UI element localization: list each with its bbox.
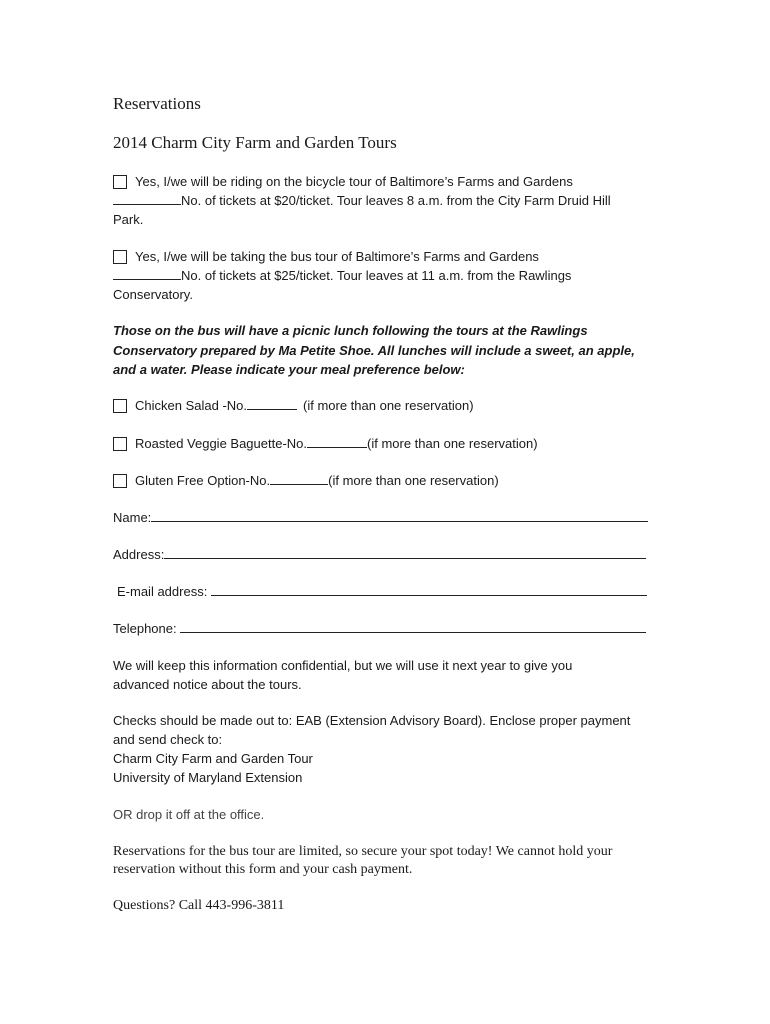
bike-tour-label: Yes, I/we will be riding on the bicycle tour of Baltimore’s Farms and Gardens — [135, 174, 573, 189]
payment-line1: Checks should be made out to: EAB (Extension Advisory Board). Enclose proper payment — [113, 713, 631, 728]
confidential-line2: advanced notice about the tours. — [113, 677, 302, 692]
meal-chicken-checkbox[interactable] — [113, 399, 127, 413]
page-subtitle: 2014 Charm City Farm and Garden Tours — [113, 133, 397, 152]
payment-line3: Charm City Farm and Garden Tour — [113, 751, 313, 766]
email-label: E-mail address: — [117, 584, 211, 599]
lunch-notice-line2: Conservatory prepared by Ma Petite Shoe. All lunches will include a sweet, an apple, — [113, 343, 635, 358]
bike-tickets-input[interactable] — [113, 192, 181, 205]
email-field-row — [117, 582, 647, 601]
questions-line: Questions? Call 443-996-3811 — [113, 898, 285, 913]
telephone-field-row — [113, 619, 646, 638]
bike-tour-option — [113, 172, 573, 191]
meal-veggie — [113, 434, 538, 453]
bus-tour-label: Yes, I/we will be taking the bus tour of Baltimore’s Farms and Gardens — [135, 249, 539, 264]
name-label: Name: — [113, 510, 152, 525]
bus-tickets-input[interactable] — [113, 267, 181, 280]
meal-gluten — [113, 471, 499, 490]
meal-veggie-checkbox[interactable] — [113, 437, 127, 451]
meal-chicken-qty-input[interactable] — [247, 397, 297, 410]
meal-chicken-label: Chicken Salad -No. — [135, 398, 247, 413]
meal-veggie-note: (if more than one reservation) — [367, 436, 538, 451]
bike-tickets-text: No. of tickets at $20/ticket. Tour leaves 8 a.m. from the City Farm Druid Hill — [181, 193, 611, 208]
meal-gluten-checkbox[interactable] — [113, 474, 127, 488]
bike-tickets-line — [113, 191, 611, 210]
name-field-row — [113, 508, 648, 527]
payment-line2: and send check to: — [113, 732, 223, 747]
meal-gluten-note: (if more than one reservation) — [328, 473, 499, 488]
bus-tour-checkbox[interactable] — [113, 250, 127, 264]
drop-off-note: OR drop it off at the office. — [113, 807, 265, 822]
telephone-label: Telephone: — [113, 621, 181, 636]
bus-tour-option — [113, 247, 539, 266]
page-title: Reservations — [113, 94, 201, 113]
address-label: Address: — [113, 547, 165, 562]
bus-tickets-text: No. of tickets at $25/ticket. Tour leaves at 11 a.m. from the Rawlings — [181, 268, 572, 283]
email-input[interactable] — [211, 582, 647, 596]
lunch-notice-line1: Those on the bus will have a picnic lunch following the tours at the Rawlings — [113, 323, 588, 338]
bike-location-cont: Park. — [113, 212, 144, 227]
bus-tickets-line — [113, 266, 571, 285]
meal-chicken — [113, 396, 474, 415]
confidential-line1: We will keep this information confidential, but we will use it next year to give you — [113, 658, 573, 673]
limited-line1: Reservations for the bus tour are limited, so secure your spot today! We cannot hold your — [113, 844, 613, 859]
meal-veggie-qty-input[interactable] — [307, 435, 367, 448]
bike-tour-checkbox[interactable] — [113, 175, 127, 189]
meal-gluten-label: Gluten Free Option-No. — [135, 473, 271, 488]
payment-line4: University of Maryland Extension — [113, 770, 303, 785]
meal-veggie-label: Roasted Veggie Baguette-No. — [135, 436, 308, 451]
address-input[interactable] — [164, 545, 646, 559]
limited-line2: reservation without this form and your cash payment. — [113, 862, 413, 877]
meal-chicken-note: (if more than one reservation) — [303, 398, 474, 413]
name-input[interactable] — [151, 508, 648, 522]
bus-location-cont: Conservatory. — [113, 287, 193, 302]
address-field-row — [113, 545, 646, 564]
meal-gluten-qty-input[interactable] — [270, 472, 328, 485]
lunch-notice-line3: and a water. Please indicate your meal preference below: — [113, 362, 465, 377]
telephone-input[interactable] — [180, 619, 646, 633]
